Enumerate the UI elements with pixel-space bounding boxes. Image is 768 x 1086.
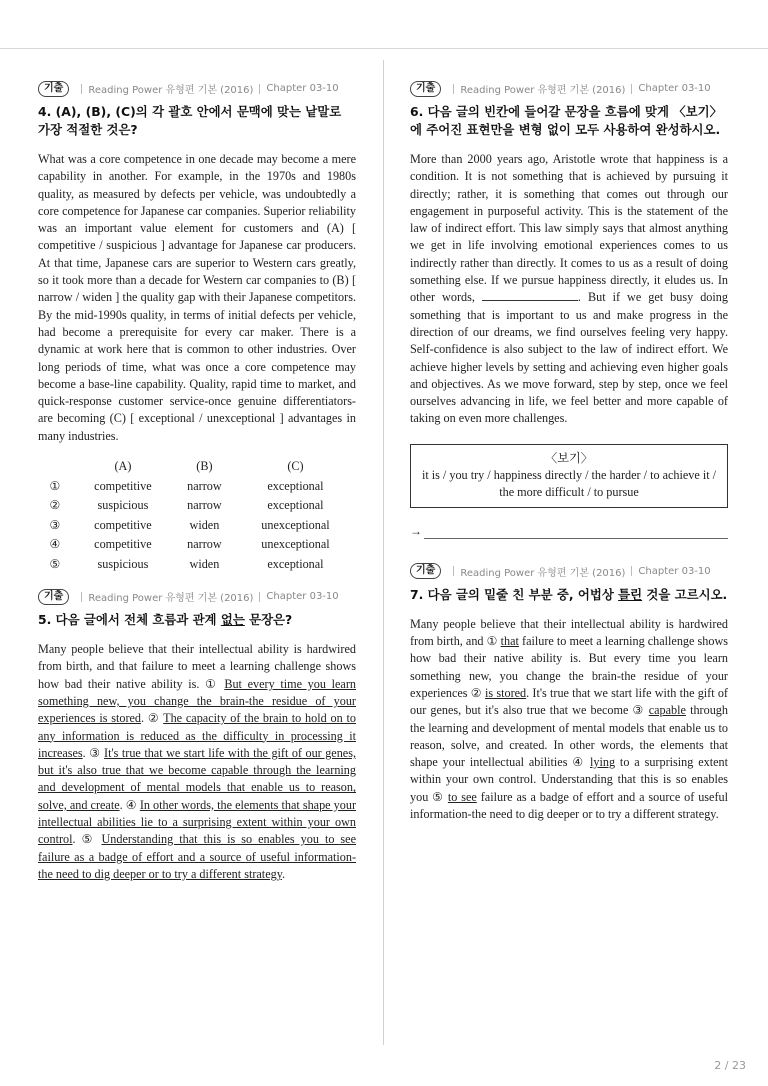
option-number: ⑤ — [49, 556, 61, 571]
header-b: (B) — [196, 459, 213, 474]
chapter-label: Chapter 03-10 — [638, 83, 711, 94]
column-divider — [383, 60, 384, 1045]
q7-title-post: 것을 고르시오. — [642, 586, 728, 602]
q5-passage — [38, 641, 356, 883]
q4-source-tag — [38, 80, 356, 97]
example-box-title: 〈보기〉 — [545, 450, 593, 465]
q7-segment: through the learning and development of mental models that enable us to reason, solve, and created. In other words, the elements that shape your intellectual abilities ④ — [410, 703, 728, 770]
option-row — [38, 516, 356, 536]
q5-segment: It's true that we start life with the gift of our genes, but it's also true that we become capable through the learning and development of mental models that enable us to reason, solve, and create — [38, 745, 356, 812]
option-b: narrow — [187, 498, 222, 513]
q5-title-pre: 5. 다음 글에서 전체 흐름과 관계 — [38, 612, 221, 628]
tag-separator — [631, 84, 632, 94]
option-a: competitive — [94, 478, 152, 493]
q5-source-tag — [38, 588, 356, 605]
q7-segment: lying — [589, 755, 616, 770]
tag-separator — [631, 566, 632, 576]
source-label: Reading Power 유형편 기본 (2016) — [88, 593, 254, 605]
q6-title: 6. 다음 글의 빈칸에 들어갈 문장을 흐름에 맞게 〈보기〉에 주어진 표현만을 변형 없이 모두 사용하여 완성하시오. — [410, 104, 723, 137]
source-label: Reading Power 유형편 기본 (2016) — [460, 85, 626, 96]
q5-segment: In other words, the elements that shape your intellectual abilities lie to a surprising extent within your own control — [38, 797, 356, 847]
option-a: competitive — [94, 537, 152, 552]
q5-segment: The capacity of the brain to hold on to any information is reduced as the difficulty in processing it increases — [38, 711, 356, 760]
tag-separator — [453, 84, 454, 94]
q5-segment: . ② — [141, 711, 164, 726]
source-label: Reading Power 유형편 기본 (2016) — [88, 85, 254, 96]
option-c: unexceptional — [261, 517, 330, 532]
exam-badge: 기출 — [410, 81, 441, 97]
option-a: suspicious — [97, 498, 149, 513]
header-rule — [0, 48, 768, 49]
q6-passage-after: . But if we get busy doing something that is important to us and make progress in the direction of our dreams, we find ourselves feeling very happy. Self-confidence is also subject to the law of indirect effort. We achieve higher levels by setting and achieving even higher goals and objectives. As we move forward, step by step, once we feel ourselves advancing in life, we feel better and more capable of taking on even more challenges. — [410, 290, 728, 426]
q4-segment: advantage for Japanese car producers. At that time, Japanese cars are superior to Western cars greatly, so it took more than a decade for Western car companies to (B) — [38, 238, 356, 288]
q7-segment: capable — [648, 703, 686, 718]
option-number: ② — [49, 498, 61, 513]
q4-passage — [38, 151, 356, 445]
exam-badge: 기출 — [410, 563, 441, 579]
q5-segment: . ④ — [119, 797, 140, 812]
option-row — [38, 555, 356, 575]
q7-source-tag — [410, 563, 728, 580]
q4-segment: [ narrow / widen ] — [38, 273, 356, 305]
left-column — [38, 80, 356, 883]
option-a: suspicious — [97, 556, 149, 571]
option-b: narrow — [187, 537, 222, 552]
q7-title-pre: 7. 다음 글의 밑줄 친 부분 중, 어법상 — [410, 586, 619, 602]
tag-separator — [81, 592, 82, 602]
q5-title-post: 문장은? — [244, 612, 293, 628]
page-number: 2 / 23 — [714, 1059, 746, 1072]
tag-separator — [259, 84, 260, 94]
q5-segment: . ③ — [82, 745, 105, 760]
q5-title-underlined: 없는 — [220, 612, 245, 628]
q4-options-table — [38, 457, 356, 574]
option-number: ① — [49, 478, 61, 493]
exam-badge: 기출 — [38, 589, 69, 605]
chapter-label: Chapter 03-10 — [638, 565, 711, 577]
q6-passage-before: More than 2000 years ago, Aristotle wrote that happiness is a condition. It is not something that is achieved by pursuing it directly; rather, it is something that comes out through our engagement in purposeful activity. This is the statement of the law of indirect effort. This law simply says that almost anything we get in life involving emotional experiences comes to us indirectly rather than directly. It comes to us as a result of doing something else. If we pursue happiness directly, it eludes us. In other words, — [410, 152, 728, 305]
option-row — [38, 535, 356, 555]
q7-passage — [410, 616, 728, 824]
chapter-label: Chapter 03-10 — [266, 83, 339, 94]
q4-segment: [ exceptional / unexceptional ] — [130, 411, 284, 426]
q5-segment: . — [282, 866, 286, 881]
option-b: widen — [189, 556, 220, 571]
q4-segment: [ competitive / suspicious ] — [38, 221, 356, 253]
q6-passage — [410, 151, 728, 428]
chapter-label: Chapter 03-10 — [266, 591, 339, 603]
q6-source-tag — [410, 80, 728, 97]
option-number: ③ — [49, 517, 61, 532]
option-b: narrow — [187, 478, 222, 493]
q5-title — [38, 611, 356, 629]
header-a: (A) — [114, 459, 132, 474]
header-c: (C) — [287, 459, 304, 474]
q7-segment: failure as a badge of effort and a source of useful information-the need to dig deeper or to try a different strategy. — [410, 789, 728, 822]
q6-blank — [482, 289, 578, 301]
tag-separator — [453, 566, 454, 576]
exam-badge: 기출 — [38, 81, 69, 97]
q5-segment: Many people believe that their intellectual ability is hardwired from birth, and that failure to meet a learning challenge shows how bad their native ability is. ① — [38, 642, 356, 691]
option-c: unexceptional — [261, 537, 330, 552]
option-number: ④ — [49, 537, 61, 552]
q7-title — [410, 586, 728, 604]
option-c: exceptional — [267, 498, 324, 513]
q7-segment: Many people believe that their intellectual ability is hardwired from birth, and ① — [410, 616, 728, 649]
q4-title: 4. (A), (B), (C)의 각 괄호 안에서 문맥에 맞는 낱말로 가장 적절한 것은? — [38, 104, 342, 137]
q5-segment: . ⑤ — [72, 832, 102, 847]
q7-segment: . It's true that we start life with the gift of our genes, but it's also true that we become ③ — [410, 685, 728, 718]
q6-example-box — [410, 444, 728, 508]
q7-segment: that — [500, 634, 519, 649]
q5-segment: Understanding that this is so enables you to see failure as a badge of effort and a source of useful information-the need to dig deeper or to try a different strategy — [38, 832, 356, 881]
option-c: exceptional — [267, 478, 324, 493]
option-row — [38, 496, 356, 516]
q4-segment: the quality gap with their Japanese competitors. By the mid-1990s quality, in terms of initial defects per vehicle, had become a prerequisite for every car maker. There is a dynamic at work here that is common to other industries. Over long periods of time, what was once a core competence may become a base-line capability. Quality, rapid time to market, and quick-response customer service-once genuine differentiators-are becoming (C) — [38, 290, 357, 426]
q4-segment: advantages in many industries. — [38, 411, 356, 443]
example-box-text: it is / you try / happiness directly / the harder / to achieve it / the more difficult / to pursue — [421, 467, 717, 499]
option-b: widen — [189, 517, 220, 532]
right-column — [410, 80, 728, 823]
q4-segment: What was a core competence in one decade may become a mere capability in another. For example, in the 1970s and 1980s quality, as measured by defects per vehicle, was undoubtedly a core competence for Japanese car companies. Superior reliability was an important value element for customers and (A) — [38, 152, 356, 236]
tag-separator — [81, 84, 82, 94]
q5-segment: But every time you learn something new, you change the brain-the residue of your experiences is stored — [38, 676, 356, 726]
option-a: competitive — [94, 517, 152, 532]
q7-title-underlined: 틀린 — [618, 586, 643, 602]
source-label: Reading Power 유형편 기본 (2016) — [460, 567, 626, 579]
answer-underline — [424, 526, 728, 539]
option-c: exceptional — [267, 556, 324, 571]
q7-segment: to a surprising extent within your own control. Understanding that this is so enables you ⑤ — [410, 755, 728, 804]
tag-separator — [259, 592, 260, 602]
q6-answer-line — [410, 524, 728, 539]
options-header-row — [38, 457, 356, 477]
arrow-icon: → — [410, 523, 422, 538]
q7-segment: to see — [447, 789, 477, 804]
q7-segment: failure to meet a learning challenge shows how bad their native ability is. But every time you learn something new, you change the brain-the residue of your experiences ② — [410, 634, 728, 700]
option-row — [38, 477, 356, 497]
q7-segment: is stored — [485, 685, 527, 700]
